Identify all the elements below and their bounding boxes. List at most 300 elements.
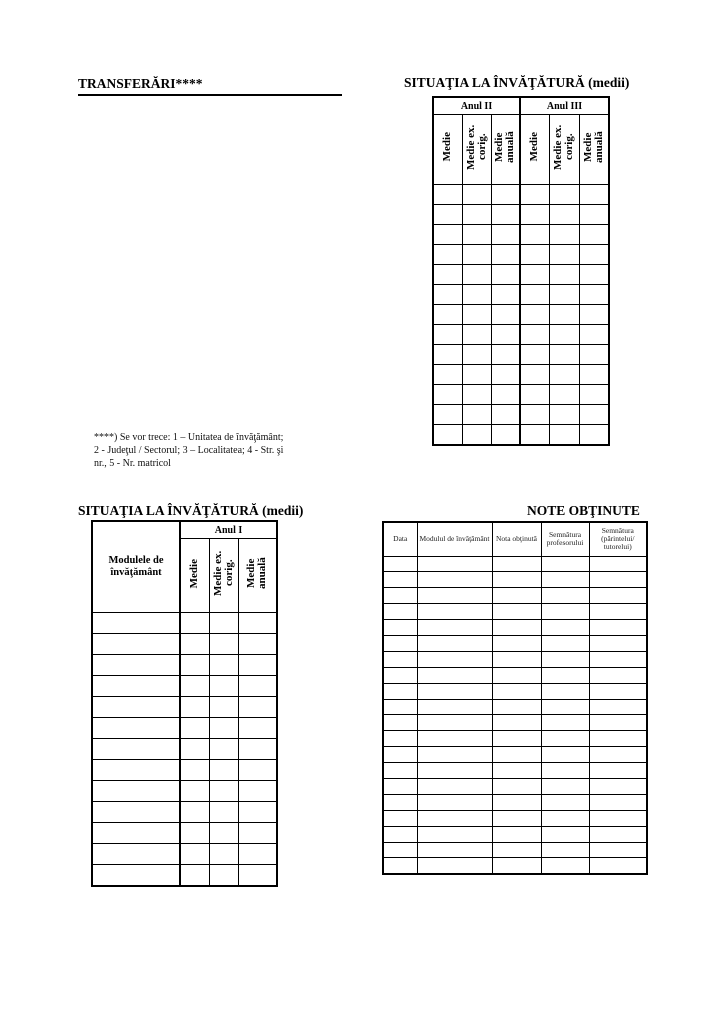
table-row xyxy=(433,365,609,385)
table-cell[interactable] xyxy=(491,425,520,445)
col-header-medie-anuala: Medie anuală xyxy=(238,539,277,613)
table-cell[interactable] xyxy=(579,385,609,405)
col-header-medie: Medie xyxy=(180,539,209,613)
table-cell[interactable] xyxy=(433,185,462,205)
table-cell[interactable] xyxy=(549,185,579,205)
table-cell[interactable] xyxy=(180,718,209,739)
table-row xyxy=(383,842,647,858)
table-cell[interactable] xyxy=(579,185,609,205)
table-cell[interactable] xyxy=(383,810,417,826)
table-cell[interactable] xyxy=(462,285,491,305)
table-row xyxy=(383,731,647,747)
table-cell[interactable] xyxy=(492,794,541,810)
table-cell[interactable] xyxy=(549,365,579,385)
table-cell[interactable] xyxy=(238,697,277,718)
table-cell[interactable] xyxy=(383,588,417,604)
table-cell[interactable] xyxy=(579,365,609,385)
table-cell[interactable] xyxy=(417,778,492,794)
notes-col-modulul: Modulul de învăţământ xyxy=(417,522,492,556)
table-cell[interactable] xyxy=(417,604,492,620)
table-cell[interactable] xyxy=(491,345,520,365)
table-cell[interactable] xyxy=(433,385,462,405)
table-cell[interactable] xyxy=(589,651,647,667)
table-row xyxy=(433,305,609,325)
table-cell[interactable] xyxy=(491,405,520,425)
table-row xyxy=(383,810,647,826)
table-cell[interactable] xyxy=(589,635,647,651)
table-cell[interactable] xyxy=(433,345,462,365)
table-cell[interactable] xyxy=(417,715,492,731)
table-cell[interactable] xyxy=(589,572,647,588)
table-cell[interactable] xyxy=(417,763,492,779)
table-cell[interactable] xyxy=(589,667,647,683)
table-cell[interactable] xyxy=(541,620,589,636)
table-cell[interactable] xyxy=(209,823,238,844)
table-cell[interactable] xyxy=(492,635,541,651)
table-cell[interactable] xyxy=(579,205,609,225)
table-cell[interactable] xyxy=(92,739,180,760)
table-cell[interactable] xyxy=(541,635,589,651)
table-cell[interactable] xyxy=(541,715,589,731)
table-cell[interactable] xyxy=(180,844,209,865)
table-cell[interactable] xyxy=(238,823,277,844)
table-cell[interactable] xyxy=(209,697,238,718)
notes-col-nota: Nota obţinută xyxy=(492,522,541,556)
table-cell[interactable] xyxy=(492,683,541,699)
table-cell[interactable] xyxy=(433,285,462,305)
table-cell[interactable] xyxy=(492,604,541,620)
table-cell[interactable] xyxy=(180,655,209,676)
table-cell[interactable] xyxy=(579,425,609,445)
table-cell[interactable] xyxy=(520,285,549,305)
table-row xyxy=(433,285,609,305)
table-cell[interactable] xyxy=(238,634,277,655)
situation-top-title-suffix: (medii) xyxy=(588,75,630,90)
table-cell[interactable] xyxy=(209,802,238,823)
table-cell[interactable] xyxy=(92,655,180,676)
table-cell[interactable] xyxy=(209,676,238,697)
table-cell[interactable] xyxy=(180,613,209,634)
table-cell[interactable] xyxy=(589,683,647,699)
table-cell[interactable] xyxy=(541,778,589,794)
table-cell[interactable] xyxy=(433,225,462,245)
table-cell[interactable] xyxy=(383,635,417,651)
table-cell[interactable] xyxy=(209,781,238,802)
table-cell[interactable] xyxy=(589,842,647,858)
table-cell[interactable] xyxy=(238,802,277,823)
table-cell[interactable] xyxy=(541,604,589,620)
table-cell[interactable] xyxy=(549,405,579,425)
table-row xyxy=(92,697,277,718)
table-cell[interactable] xyxy=(549,225,579,245)
table-cell[interactable] xyxy=(209,739,238,760)
table-cell[interactable] xyxy=(541,651,589,667)
table-cell[interactable] xyxy=(238,760,277,781)
table-row xyxy=(383,604,647,620)
table-cell[interactable] xyxy=(491,185,520,205)
situation-top-table xyxy=(432,96,610,446)
table-cell[interactable] xyxy=(549,345,579,365)
table-cell[interactable] xyxy=(520,185,549,205)
table-cell[interactable] xyxy=(520,225,549,245)
table-cell[interactable] xyxy=(180,739,209,760)
table-cell[interactable] xyxy=(417,683,492,699)
table-cell[interactable] xyxy=(491,385,520,405)
table-row xyxy=(92,676,277,697)
table-cell[interactable] xyxy=(209,613,238,634)
footnote-line-3: nr., 5 - Nr. matricol xyxy=(94,458,171,469)
table-cell[interactable] xyxy=(579,325,609,345)
table-cell[interactable] xyxy=(92,823,180,844)
table-cell[interactable] xyxy=(492,778,541,794)
table-cell[interactable] xyxy=(492,715,541,731)
notes-col-data: Data xyxy=(383,522,417,556)
table-row xyxy=(383,651,647,667)
table-cell[interactable] xyxy=(541,747,589,763)
table-row xyxy=(433,245,609,265)
table-cell[interactable] xyxy=(491,225,520,245)
table-cell[interactable] xyxy=(492,651,541,667)
table-cell[interactable] xyxy=(383,620,417,636)
table-cell[interactable] xyxy=(417,588,492,604)
transfers-underline xyxy=(78,94,342,96)
table-row xyxy=(92,802,277,823)
table-cell[interactable] xyxy=(383,778,417,794)
table-cell[interactable] xyxy=(417,747,492,763)
table-cell[interactable] xyxy=(433,305,462,325)
table-cell[interactable] xyxy=(491,325,520,345)
table-cell[interactable] xyxy=(589,747,647,763)
module-header: Modulele de învăţământ xyxy=(92,521,180,613)
table-cell[interactable] xyxy=(238,865,277,886)
table-cell[interactable] xyxy=(492,667,541,683)
table-cell[interactable] xyxy=(383,715,417,731)
table-cell[interactable] xyxy=(541,810,589,826)
table-cell[interactable] xyxy=(549,385,579,405)
col-header-medie-corig: Medie ex. corig. xyxy=(209,539,238,613)
table-cell[interactable] xyxy=(520,325,549,345)
table-cell[interactable] xyxy=(579,245,609,265)
table-cell[interactable] xyxy=(433,205,462,225)
table-cell[interactable] xyxy=(541,556,589,572)
table-cell[interactable] xyxy=(541,842,589,858)
table-cell[interactable] xyxy=(180,865,209,886)
table-cell[interactable] xyxy=(209,718,238,739)
table-cell[interactable] xyxy=(541,699,589,715)
table-cell[interactable] xyxy=(417,699,492,715)
table-cell[interactable] xyxy=(589,620,647,636)
table-cell[interactable] xyxy=(492,810,541,826)
table-row xyxy=(383,794,647,810)
table-row xyxy=(383,635,647,651)
table-cell[interactable] xyxy=(492,588,541,604)
table-cell[interactable] xyxy=(579,405,609,425)
table-cell[interactable] xyxy=(238,655,277,676)
table-cell[interactable] xyxy=(462,365,491,385)
table-cell[interactable] xyxy=(579,305,609,325)
table-row xyxy=(92,739,277,760)
table-cell[interactable] xyxy=(462,405,491,425)
situation-top-rows xyxy=(433,185,609,445)
table-cell[interactable] xyxy=(491,265,520,285)
table-cell[interactable] xyxy=(549,285,579,305)
table-cell[interactable] xyxy=(383,699,417,715)
table-cell[interactable] xyxy=(417,620,492,636)
table-cell[interactable] xyxy=(589,715,647,731)
table-cell[interactable] xyxy=(549,205,579,225)
table-row xyxy=(383,556,647,572)
table-cell[interactable] xyxy=(433,325,462,345)
table-cell[interactable] xyxy=(579,285,609,305)
table-cell[interactable] xyxy=(417,842,492,858)
table-row xyxy=(383,683,647,699)
table-cell[interactable] xyxy=(433,245,462,265)
table-cell[interactable] xyxy=(238,613,277,634)
table-cell[interactable] xyxy=(238,739,277,760)
table-cell[interactable] xyxy=(492,556,541,572)
table-row xyxy=(92,823,277,844)
table-cell[interactable] xyxy=(417,731,492,747)
table-cell[interactable] xyxy=(180,676,209,697)
table-cell[interactable] xyxy=(492,699,541,715)
notes-title: NOTE OBŢINUTE xyxy=(527,503,640,518)
table-cell[interactable] xyxy=(180,781,209,802)
notes-table xyxy=(382,521,648,875)
table-cell[interactable] xyxy=(238,718,277,739)
table-cell[interactable] xyxy=(462,265,491,285)
table-cell[interactable] xyxy=(417,572,492,588)
table-cell[interactable] xyxy=(492,858,541,874)
col-header-medie-anuala: Medie anuală xyxy=(491,115,520,185)
table-cell[interactable] xyxy=(491,365,520,385)
table-row xyxy=(433,385,609,405)
table-row xyxy=(433,405,609,425)
table-cell[interactable] xyxy=(492,747,541,763)
table-cell[interactable] xyxy=(549,265,579,285)
table-cell[interactable] xyxy=(433,265,462,285)
table-cell[interactable] xyxy=(92,781,180,802)
table-row xyxy=(433,265,609,285)
table-cell[interactable] xyxy=(417,556,492,572)
year-header-anul-3: Anul III xyxy=(520,97,609,115)
table-row xyxy=(433,205,609,225)
table-cell[interactable] xyxy=(520,205,549,225)
table-cell[interactable] xyxy=(549,325,579,345)
table-cell[interactable] xyxy=(433,425,462,445)
table-cell[interactable] xyxy=(433,405,462,425)
table-cell[interactable] xyxy=(383,842,417,858)
table-cell[interactable] xyxy=(383,556,417,572)
table-cell[interactable] xyxy=(579,265,609,285)
table-cell[interactable] xyxy=(462,345,491,365)
table-row xyxy=(92,655,277,676)
table-row xyxy=(433,325,609,345)
table-row xyxy=(383,747,647,763)
table-cell[interactable] xyxy=(520,365,549,385)
table-cell[interactable] xyxy=(589,826,647,842)
table-cell[interactable] xyxy=(383,794,417,810)
table-cell[interactable] xyxy=(462,385,491,405)
table-cell[interactable] xyxy=(462,325,491,345)
table-cell[interactable] xyxy=(209,865,238,886)
table-cell[interactable] xyxy=(92,718,180,739)
table-cell[interactable] xyxy=(92,613,180,634)
table-cell[interactable] xyxy=(589,763,647,779)
table-cell[interactable] xyxy=(541,794,589,810)
table-cell[interactable] xyxy=(492,572,541,588)
notes-col-semnatura-profesor: Semnătura profesorului xyxy=(541,522,589,556)
table-cell[interactable] xyxy=(462,245,491,265)
table-cell[interactable] xyxy=(492,731,541,747)
table-cell[interactable] xyxy=(549,425,579,445)
table-cell[interactable] xyxy=(541,572,589,588)
table-cell[interactable] xyxy=(209,655,238,676)
table-row xyxy=(433,425,609,445)
table-cell[interactable] xyxy=(520,385,549,405)
table-cell[interactable] xyxy=(383,763,417,779)
table-cell[interactable] xyxy=(589,556,647,572)
table-cell[interactable] xyxy=(180,634,209,655)
table-cell[interactable] xyxy=(541,858,589,874)
table-cell[interactable] xyxy=(92,634,180,655)
table-cell[interactable] xyxy=(520,345,549,365)
col-header-medie: Medie xyxy=(433,115,462,185)
table-cell[interactable] xyxy=(383,747,417,763)
notes-rows xyxy=(383,556,647,874)
table-cell[interactable] xyxy=(589,810,647,826)
table-cell[interactable] xyxy=(492,826,541,842)
table-row xyxy=(383,699,647,715)
table-cell[interactable] xyxy=(589,794,647,810)
table-row xyxy=(383,715,647,731)
table-cell[interactable] xyxy=(92,697,180,718)
table-cell[interactable] xyxy=(383,604,417,620)
table-cell[interactable] xyxy=(383,572,417,588)
table-cell[interactable] xyxy=(491,305,520,325)
table-cell[interactable] xyxy=(549,245,579,265)
table-cell[interactable] xyxy=(589,778,647,794)
table-row xyxy=(92,634,277,655)
table-cell[interactable] xyxy=(92,802,180,823)
table-cell[interactable] xyxy=(549,305,579,325)
table-cell[interactable] xyxy=(180,802,209,823)
table-cell[interactable] xyxy=(180,760,209,781)
table-cell[interactable] xyxy=(383,667,417,683)
table-cell[interactable] xyxy=(417,858,492,874)
footnote-line-2: 2 - Judeţul / Sectorul; 3 – Localitatea; 4 - Str. şi xyxy=(94,445,284,456)
table-cell[interactable] xyxy=(589,731,647,747)
table-row xyxy=(383,620,647,636)
table-cell[interactable] xyxy=(383,651,417,667)
table-cell[interactable] xyxy=(462,185,491,205)
table-cell[interactable] xyxy=(417,794,492,810)
table-cell[interactable] xyxy=(238,844,277,865)
table-cell[interactable] xyxy=(92,865,180,886)
table-cell[interactable] xyxy=(520,305,549,325)
table-cell[interactable] xyxy=(462,225,491,245)
col-header-medie-corig: Medie ex. corig. xyxy=(462,115,491,185)
table-cell[interactable] xyxy=(417,826,492,842)
table-cell[interactable] xyxy=(492,763,541,779)
table-cell[interactable] xyxy=(541,683,589,699)
table-cell[interactable] xyxy=(417,651,492,667)
table-cell[interactable] xyxy=(492,620,541,636)
table-cell[interactable] xyxy=(383,683,417,699)
table-cell[interactable] xyxy=(492,842,541,858)
table-cell[interactable] xyxy=(383,826,417,842)
table-cell[interactable] xyxy=(589,858,647,874)
table-row xyxy=(92,613,277,634)
table-cell[interactable] xyxy=(589,588,647,604)
table-cell[interactable] xyxy=(383,731,417,747)
table-row xyxy=(433,225,609,245)
table-cell[interactable] xyxy=(491,245,520,265)
year-header-anul-1: Anul I xyxy=(180,521,277,539)
table-cell[interactable] xyxy=(180,823,209,844)
table-cell[interactable] xyxy=(589,699,647,715)
table-cell[interactable] xyxy=(541,588,589,604)
table-cell[interactable] xyxy=(579,345,609,365)
table-cell[interactable] xyxy=(238,781,277,802)
situation-bottom-title xyxy=(78,503,303,519)
table-cell[interactable] xyxy=(491,205,520,225)
table-row xyxy=(92,781,277,802)
table-cell[interactable] xyxy=(180,697,209,718)
table-row xyxy=(92,760,277,781)
situation-top-title xyxy=(404,75,629,91)
table-cell[interactable] xyxy=(520,425,549,445)
table-cell[interactable] xyxy=(92,844,180,865)
table-cell[interactable] xyxy=(209,760,238,781)
table-cell[interactable] xyxy=(92,676,180,697)
table-row xyxy=(383,588,647,604)
table-cell[interactable] xyxy=(520,405,549,425)
table-row xyxy=(383,667,647,683)
table-cell[interactable] xyxy=(417,667,492,683)
table-cell[interactable] xyxy=(462,425,491,445)
table-row xyxy=(92,844,277,865)
table-cell[interactable] xyxy=(92,760,180,781)
table-cell[interactable] xyxy=(520,245,549,265)
table-cell[interactable] xyxy=(433,365,462,385)
table-cell[interactable] xyxy=(417,810,492,826)
table-cell[interactable] xyxy=(417,635,492,651)
table-cell[interactable] xyxy=(541,667,589,683)
table-cell[interactable] xyxy=(462,205,491,225)
table-cell[interactable] xyxy=(238,676,277,697)
table-cell[interactable] xyxy=(491,285,520,305)
situation-bottom-title-suffix: (medii) xyxy=(262,503,304,518)
situation-bottom-title-main: SITUAŢIA LA ÎNVĂŢĂTURĂ xyxy=(78,503,259,518)
table-cell[interactable] xyxy=(462,305,491,325)
table-row xyxy=(383,826,647,842)
table-cell[interactable] xyxy=(579,225,609,245)
table-row xyxy=(433,185,609,205)
table-cell[interactable] xyxy=(541,763,589,779)
table-cell[interactable] xyxy=(541,731,589,747)
table-cell[interactable] xyxy=(383,858,417,874)
table-row xyxy=(92,718,277,739)
table-cell[interactable] xyxy=(541,826,589,842)
table-cell[interactable] xyxy=(209,844,238,865)
table-cell[interactable] xyxy=(209,634,238,655)
table-cell[interactable] xyxy=(589,604,647,620)
transfers-title: TRANSFERĂRI**** xyxy=(78,76,203,91)
table-row xyxy=(383,763,647,779)
table-cell[interactable] xyxy=(520,265,549,285)
situation-bottom-rows xyxy=(92,613,277,886)
col-header-medie-corig: Medie ex. corig. xyxy=(549,115,579,185)
